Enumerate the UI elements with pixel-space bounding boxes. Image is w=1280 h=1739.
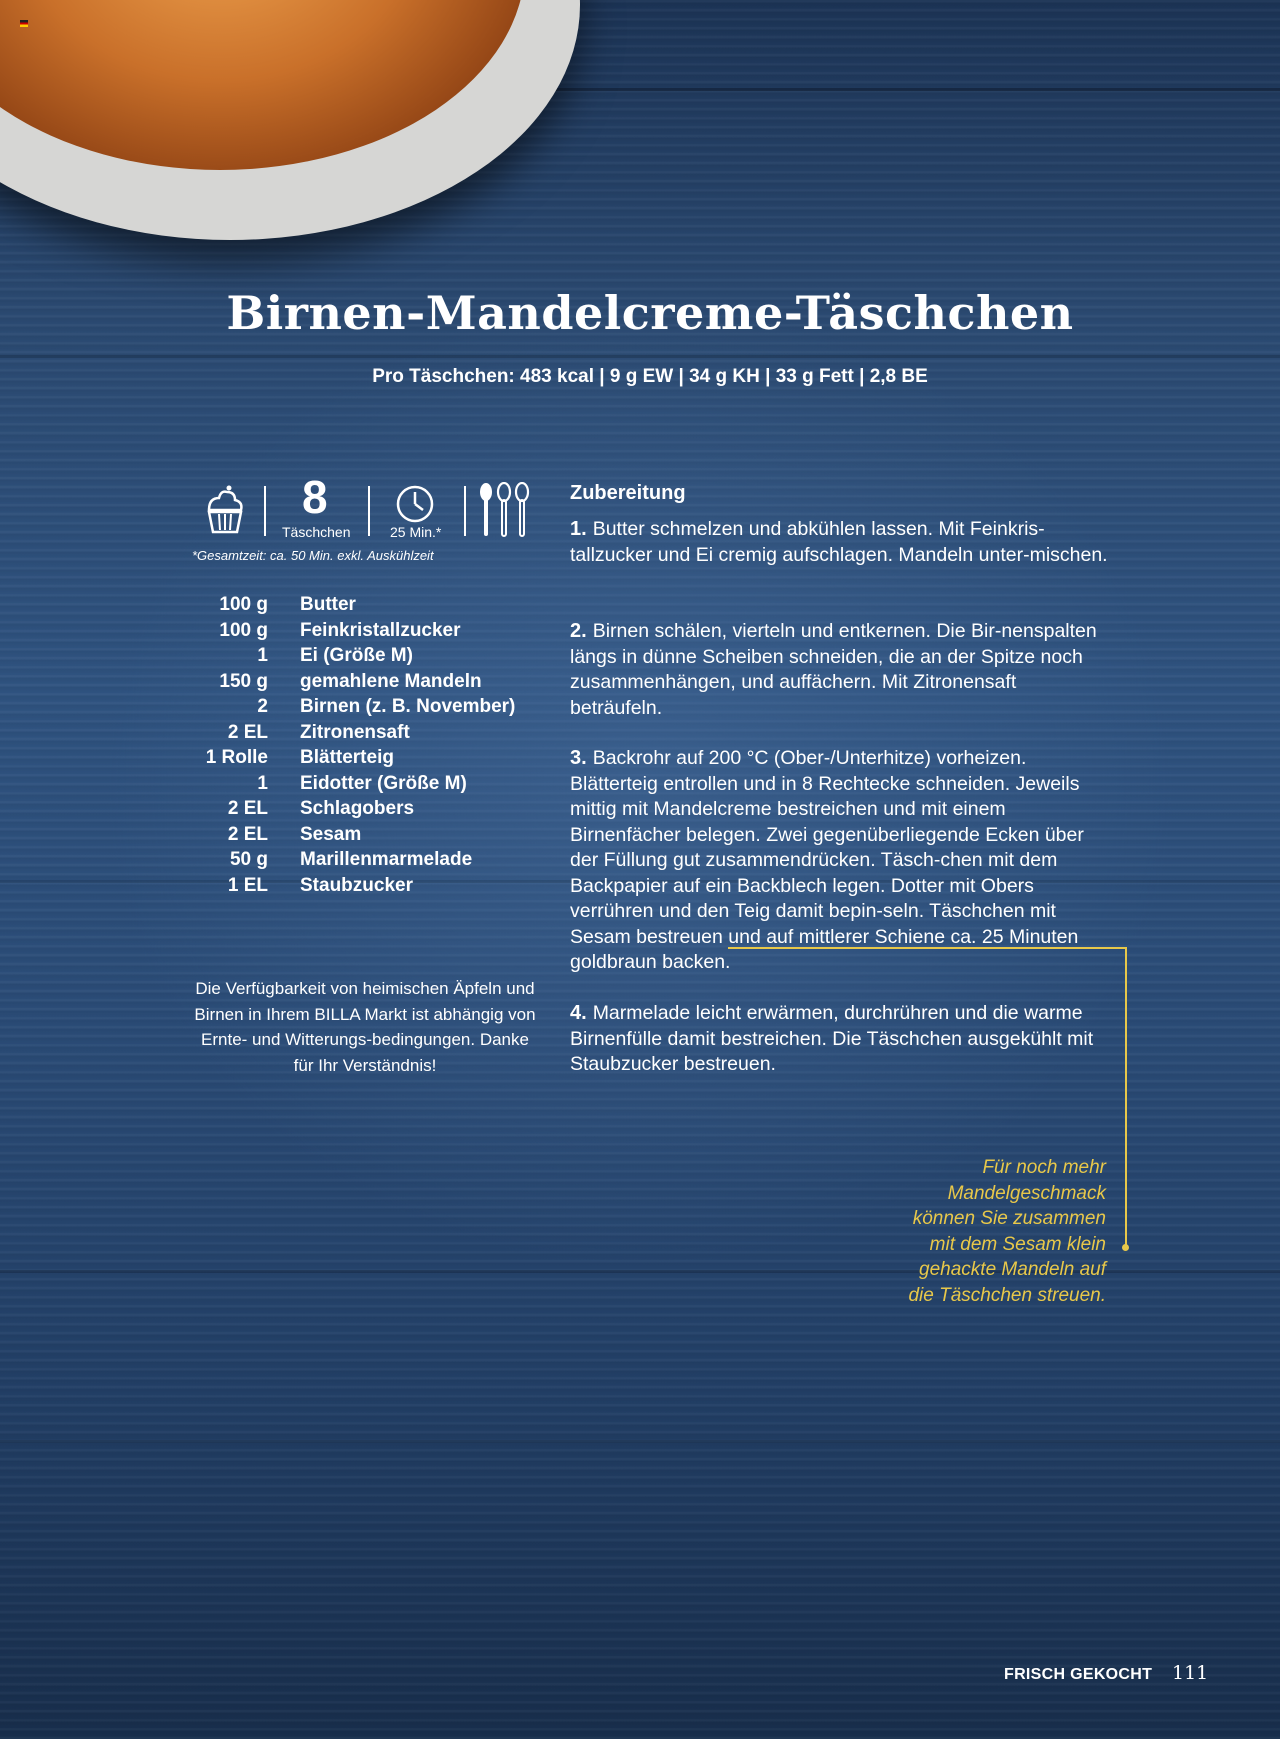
ingredient-name: Zitronensaft — [300, 721, 410, 743]
step-number: 2. — [570, 620, 587, 642]
ingredient-name: Ei (Größe M) — [300, 645, 413, 666]
recipe-stats — [200, 471, 530, 540]
ingredient-row — [0, 747, 560, 773]
ingredient-quantity: 100 g — [219, 619, 268, 641]
ingredient-name: Butter — [300, 594, 356, 615]
preparation-step — [570, 746, 1110, 976]
preparation-step — [570, 517, 1110, 568]
preparation-step — [570, 619, 1110, 721]
ingredient-name: gemahlene Mandeln — [300, 670, 482, 692]
step-number: 1. — [570, 518, 587, 540]
step-text: Butter schmelzen und abkühlen lassen. Mit Feinkris-tallzucker und Ei cremig aufschlagen. Mandeln unter-mischen. — [570, 518, 1108, 566]
ingredient-quantity: 1 EL — [227, 874, 268, 896]
ingredient-row — [0, 875, 560, 901]
ingredient-quantity: 100 g — [219, 594, 268, 615]
tip-connector-line-vertical — [1125, 947, 1127, 1247]
ingredient-row — [0, 722, 560, 748]
time-footnote: *Gesamtzeit: ca. 50 Min. exkl. Auskühlzeit — [192, 548, 434, 563]
ingredient-name: Schlagobers — [300, 798, 415, 819]
ingredient-quantity: 1 Rolle — [205, 747, 268, 768]
recipe-title: Birnen-Mandelcreme-Täschchen — [226, 286, 1074, 340]
servings-label: Täschchen — [282, 524, 351, 540]
tip-connector-dot — [1122, 1244, 1129, 1251]
cutlery-icon — [478, 482, 530, 538]
ingredient-row — [0, 645, 560, 671]
ingredient-quantity: 2 EL — [227, 823, 268, 845]
ingredient-row — [0, 824, 560, 850]
ingredient-name: Eidotter (Größe M) — [300, 772, 467, 794]
ingredient-row — [0, 696, 560, 722]
ingredient-name: Marillenmarmelade — [300, 849, 473, 870]
ingredient-quantity: 50 g — [229, 849, 268, 870]
ingredient-name: Sesam — [300, 823, 362, 845]
page-number: 111 — [1172, 1662, 1209, 1684]
tip-text: Für noch mehr Mandelgeschmack können Sie zusammen mit dem Sesam klein gehackte Mandeln auf die Täschchen streuen. — [908, 1157, 1106, 1306]
ingredient-quantity: 1 — [257, 645, 268, 666]
clock-icon — [395, 484, 435, 524]
cupcake-icon — [205, 484, 245, 536]
ingredient-list — [0, 594, 560, 900]
ingredient-name: Birnen (z. B. November) — [300, 696, 516, 717]
preparation-step — [570, 1001, 1110, 1078]
ingredient-quantity: 2 — [257, 696, 268, 717]
preparation-heading: Zubereitung — [570, 482, 686, 504]
ingredient-row — [0, 849, 560, 875]
flag-icon — [20, 20, 28, 27]
step-text: Marmelade leicht erwärmen, durchrühren und die warme Birnenfülle damit bestreichen. Die Täschchen ausgekühlt mit Staubzucker bestreuen. — [570, 1002, 1094, 1075]
servings-count: 8 — [302, 471, 328, 523]
ingredient-row — [0, 620, 560, 646]
ingredient-quantity: 2 EL — [227, 721, 268, 743]
ingredient-name: Feinkristallzucker — [300, 619, 461, 641]
step-number: 3. — [570, 747, 587, 769]
nutrition-info: Pro Täschchen: 483 kcal | 9 g EW | 34 g KH | 33 g Fett | 2,8 BE — [372, 366, 928, 387]
step-text: Backrohr auf 200 °C (Ober-/Unterhitze) vorheizen. Blätterteig entrollen und in 8 Rechtecke schneiden. Jeweils mittig mit Mandelcreme bestreichen und mit einem Birnenfächer belegen. Zwei gegenüberliegende Ecken über der Füllung gut zusammendrücken. Täsch-chen mit dem Backpapier auf ein Backblech legen. Dotter mit Obers verrühren und den Teig damit bepin-seln. Täschchen mit Sesam bestreuen und auf mittlerer Schiene ca. 25 Minuten goldbraun backen. — [570, 747, 1084, 973]
ingredient-name: Staubzucker — [300, 874, 413, 896]
ingredient-row — [0, 773, 560, 799]
step-number: 4. — [570, 1002, 587, 1024]
availability-note: Die Verfügbarkeit von heimischen Äpfeln und Birnen in Ihrem BILLA Markt ist abhängig von Ernte- und Witterungs-bedingungen. Danke für Ihr Verständnis! — [194, 979, 536, 1075]
time-label: 25 Min.* — [390, 524, 442, 540]
ingredient-name: Blätterteig — [300, 747, 394, 768]
ingredient-quantity: 150 g — [219, 670, 268, 692]
tip-connector-line — [728, 947, 1125, 949]
footer-brand: FRISCH GEKOCHT — [1004, 1666, 1153, 1683]
ingredient-quantity: 1 — [257, 772, 268, 794]
ingredient-row — [0, 671, 560, 697]
step-text: Birnen schälen, vierteln und entkernen. Die Bir-nenspalten längs in dünne Scheiben schneiden, die an der Spitze noch zusammenhängen, und auffächern. Mit Zitronensaft beträufeln. — [570, 620, 1097, 719]
ingredient-row — [0, 798, 560, 824]
ingredient-quantity: 2 EL — [227, 798, 268, 819]
ingredient-row — [0, 594, 560, 620]
